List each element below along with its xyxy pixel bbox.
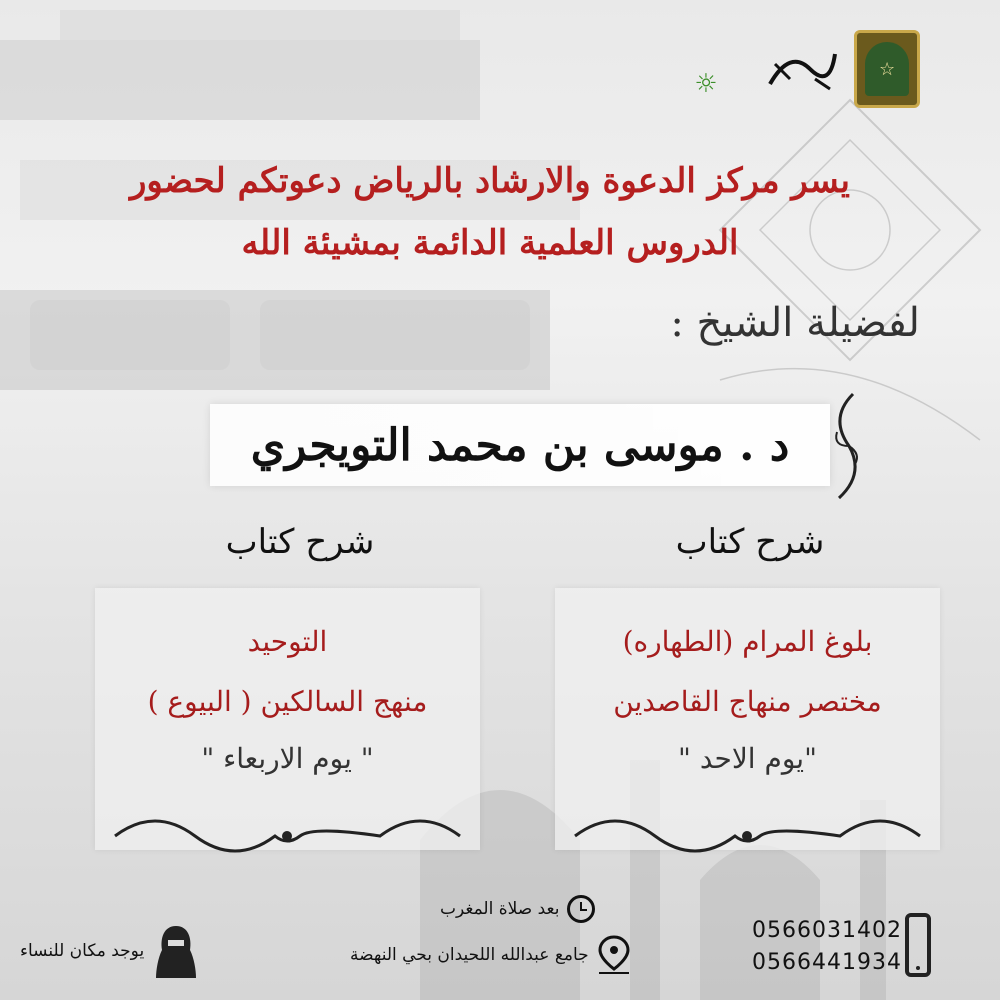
- sheikh-name: د . موسى بن محمد التويجري: [250, 419, 790, 471]
- location-info: [350, 935, 631, 975]
- lesson-day: "يوم الاحد ": [678, 742, 817, 775]
- women-text: يوجد مكان للنساء: [20, 941, 145, 961]
- flourish-ornament-icon: [825, 388, 865, 504]
- phone-number[interactable]: 0566441934: [752, 950, 902, 975]
- ministry-logo: [854, 30, 920, 108]
- book-title: التوحيد: [247, 625, 328, 658]
- logos-row: [666, 30, 920, 108]
- headline-line-1: يسر مركز الدعوة والارشاد بالرياض دعوتكم لحضور: [130, 161, 850, 201]
- phone-icon: [905, 913, 931, 977]
- sheikh-label: لفضيلة الشيخ :: [670, 300, 920, 346]
- ornament-divider-icon: [95, 806, 480, 858]
- alhaidan-logo: [760, 39, 840, 99]
- right-column-label: شرح كتاب: [675, 522, 825, 562]
- map-pin-icon: [597, 935, 631, 975]
- left-column-label: شرح كتاب: [225, 522, 375, 562]
- headline-line-2: الدروس العلمية الدائمة بمشيئة الله: [241, 223, 739, 263]
- time-text: بعد صلاة المغرب: [440, 899, 560, 919]
- calligraphy-logo-icon: [760, 39, 840, 99]
- phone-number[interactable]: 0566031402: [752, 918, 902, 943]
- book-title: مختصر منهاج القاصدين: [613, 685, 882, 718]
- book-title: منهج السالكين ( البيوع ): [147, 685, 428, 718]
- ministry-emblem-icon: ☆: [865, 42, 909, 96]
- time-info: [440, 895, 595, 923]
- wednesday-lesson-card: [95, 588, 480, 850]
- dawah-office-logo: [666, 39, 746, 99]
- invitation-headline: [60, 150, 920, 274]
- women-section-info: [20, 922, 198, 980]
- book-title: بلوغ المرام (الطهاره): [622, 625, 873, 658]
- sheikh-name-banner: [210, 404, 830, 486]
- clock-icon: [567, 895, 595, 923]
- ornament-divider-icon: [555, 806, 940, 858]
- lesson-day: " يوم الاربعاء ": [201, 742, 374, 775]
- place-text: جامع عبدالله اللحيدان بحي النهضة: [350, 945, 589, 965]
- woman-icon: [154, 922, 198, 980]
- sunday-lesson-card: [555, 588, 940, 850]
- dawah-logo-icon: ☼: [694, 69, 718, 99]
- phone-numbers: [752, 915, 902, 979]
